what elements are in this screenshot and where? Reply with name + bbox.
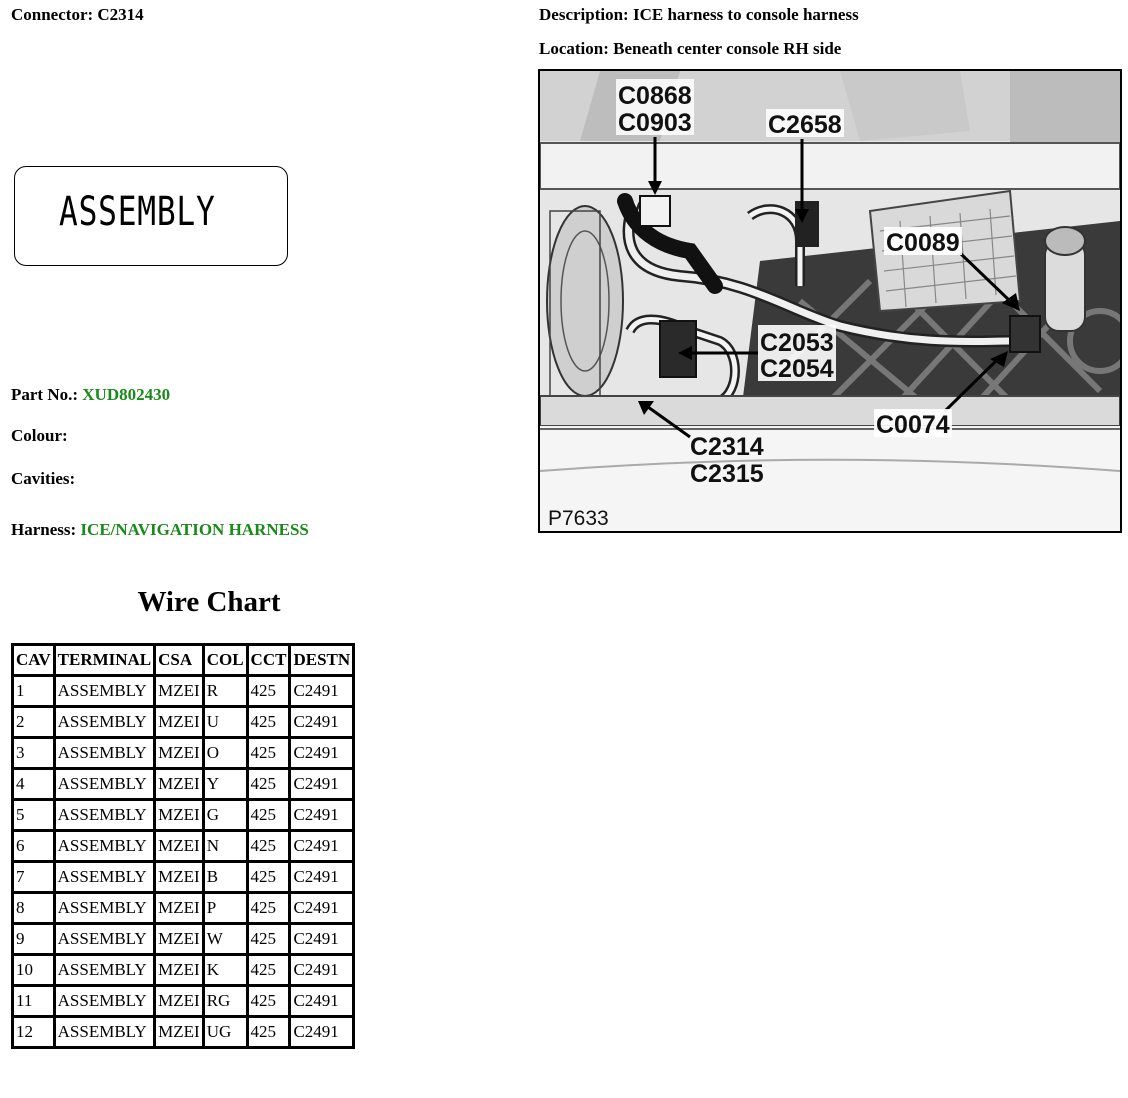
label-c0074: C0074 [876, 411, 950, 439]
cell-cct: 425 [249, 987, 289, 1015]
cell-cct: 425 [249, 1018, 289, 1046]
part-no-field [11, 385, 170, 405]
table-row [14, 832, 352, 860]
cell-col: U [205, 708, 246, 736]
col-header-cct: CCT [249, 646, 289, 674]
cell-destn: C2491 [291, 925, 352, 953]
table-row [14, 801, 352, 829]
table-row [14, 1018, 352, 1046]
cell-destn: C2491 [291, 770, 352, 798]
col-header-csa: CSA [156, 646, 202, 674]
cell-csa: MZEI [156, 770, 202, 798]
cell-csa: MZEI [156, 894, 202, 922]
assembly-box [14, 166, 288, 266]
label-c2053: C2053 [760, 329, 834, 357]
location-field [539, 39, 841, 59]
cell-destn: C2491 [291, 832, 352, 860]
table-row [14, 863, 352, 891]
label-c0089: C0089 [886, 229, 960, 257]
harness-value: ICE/NAVIGATION HARNESS [80, 520, 309, 539]
cell-csa: MZEI [156, 708, 202, 736]
cell-csa: MZEI [156, 739, 202, 767]
cell-destn: C2491 [291, 956, 352, 984]
cell-terminal: ASSEMBLY [56, 925, 154, 953]
part-no-value: XUD802430 [82, 385, 171, 404]
cell-destn: C2491 [291, 739, 352, 767]
label-c2658: C2658 [768, 111, 842, 139]
cell-destn: C2491 [291, 708, 352, 736]
cell-col: G [205, 801, 246, 829]
cell-col: Y [205, 770, 246, 798]
cell-cav: 3 [14, 739, 53, 767]
table-row [14, 770, 352, 798]
cell-cct: 425 [249, 863, 289, 891]
description-field [539, 5, 859, 25]
cell-cct: 425 [249, 956, 289, 984]
cell-col: R [205, 677, 246, 705]
cell-terminal: ASSEMBLY [56, 832, 154, 860]
connector-location-illustration [540, 71, 1120, 531]
colour-field [11, 426, 68, 446]
label-c2315: C2315 [690, 460, 764, 488]
label-c2054: C2054 [760, 355, 834, 383]
connector-value: C2314 [97, 5, 144, 24]
cell-terminal: ASSEMBLY [56, 1018, 154, 1046]
cell-destn: C2491 [291, 801, 352, 829]
cell-cct: 425 [249, 801, 289, 829]
cell-cct: 425 [249, 677, 289, 705]
cell-cav: 7 [14, 863, 53, 891]
cell-cav: 11 [14, 987, 53, 1015]
cell-terminal: ASSEMBLY [56, 987, 154, 1015]
cavities-label: Cavities: [11, 469, 76, 488]
cell-col: N [205, 832, 246, 860]
cell-destn: C2491 [291, 894, 352, 922]
cell-cct: 425 [249, 770, 289, 798]
cell-col: P [205, 894, 246, 922]
cell-col: UG [205, 1018, 246, 1046]
label-c0903: C0903 [618, 109, 692, 137]
cell-terminal: ASSEMBLY [56, 677, 154, 705]
cell-cav: 5 [14, 801, 53, 829]
cell-cav: 12 [14, 1018, 53, 1046]
table-row [14, 739, 352, 767]
cell-col: RG [205, 987, 246, 1015]
cell-destn: C2491 [291, 987, 352, 1015]
cell-cav: 8 [14, 894, 53, 922]
cell-cct: 425 [249, 925, 289, 953]
cell-col: W [205, 925, 246, 953]
location-photo [538, 69, 1122, 533]
table-header-row [14, 646, 352, 674]
cell-terminal: ASSEMBLY [56, 863, 154, 891]
location-label: Location: [539, 39, 609, 58]
cell-csa: MZEI [156, 677, 202, 705]
cell-cav: 6 [14, 832, 53, 860]
col-header-col: COL [205, 646, 246, 674]
cell-cav: 4 [14, 770, 53, 798]
location-value: Beneath center console RH side [613, 39, 842, 58]
cell-cct: 425 [249, 708, 289, 736]
table-row [14, 956, 352, 984]
label-c0868: C0868 [618, 82, 692, 110]
cell-terminal: ASSEMBLY [56, 956, 154, 984]
cell-destn: C2491 [291, 1018, 352, 1046]
cell-cav: 10 [14, 956, 53, 984]
wire-chart-title: Wire Chart [137, 586, 281, 618]
harness-label: Harness: [11, 520, 77, 539]
part-no-label: Part No.: [11, 385, 79, 404]
cell-cct: 425 [249, 832, 289, 860]
table-row [14, 894, 352, 922]
assembly-label: ASSEMBLY [59, 189, 216, 235]
cell-col: B [205, 863, 246, 891]
photo-ref: P7633 [548, 507, 609, 530]
cell-csa: MZEI [156, 863, 202, 891]
col-header-cav: CAV [14, 646, 53, 674]
cavities-field [11, 469, 75, 489]
description-value: ICE harness to console harness [632, 5, 859, 24]
cell-cct: 425 [249, 739, 289, 767]
wire-chart-body [14, 677, 352, 1046]
label-c2314: C2314 [690, 433, 764, 461]
colour-label: Colour: [11, 426, 68, 445]
cell-terminal: ASSEMBLY [56, 708, 154, 736]
cell-csa: MZEI [156, 956, 202, 984]
connector-label: Connector: [11, 5, 94, 24]
table-row [14, 925, 352, 953]
cell-csa: MZEI [156, 801, 202, 829]
cell-terminal: ASSEMBLY [56, 894, 154, 922]
cell-terminal: ASSEMBLY [56, 739, 154, 767]
table-row [14, 708, 352, 736]
cell-csa: MZEI [156, 1018, 202, 1046]
cell-destn: C2491 [291, 677, 352, 705]
cell-csa: MZEI [156, 987, 202, 1015]
col-header-terminal: TERMINAL [56, 646, 154, 674]
cell-col: O [205, 739, 246, 767]
wire-chart-table [11, 643, 355, 1049]
harness-field [11, 520, 309, 540]
col-header-destn: DESTN [291, 646, 352, 674]
cell-destn: C2491 [291, 863, 352, 891]
table-row [14, 677, 352, 705]
cell-cct: 425 [249, 894, 289, 922]
table-row [14, 987, 352, 1015]
cell-csa: MZEI [156, 832, 202, 860]
cell-cav: 2 [14, 708, 53, 736]
cell-terminal: ASSEMBLY [56, 770, 154, 798]
description-label: Description: [539, 5, 629, 24]
cell-col: K [205, 956, 246, 984]
cell-csa: MZEI [156, 925, 202, 953]
cell-cav: 9 [14, 925, 53, 953]
connector-field [11, 5, 144, 25]
cell-terminal: ASSEMBLY [56, 801, 154, 829]
cell-cav: 1 [14, 677, 53, 705]
